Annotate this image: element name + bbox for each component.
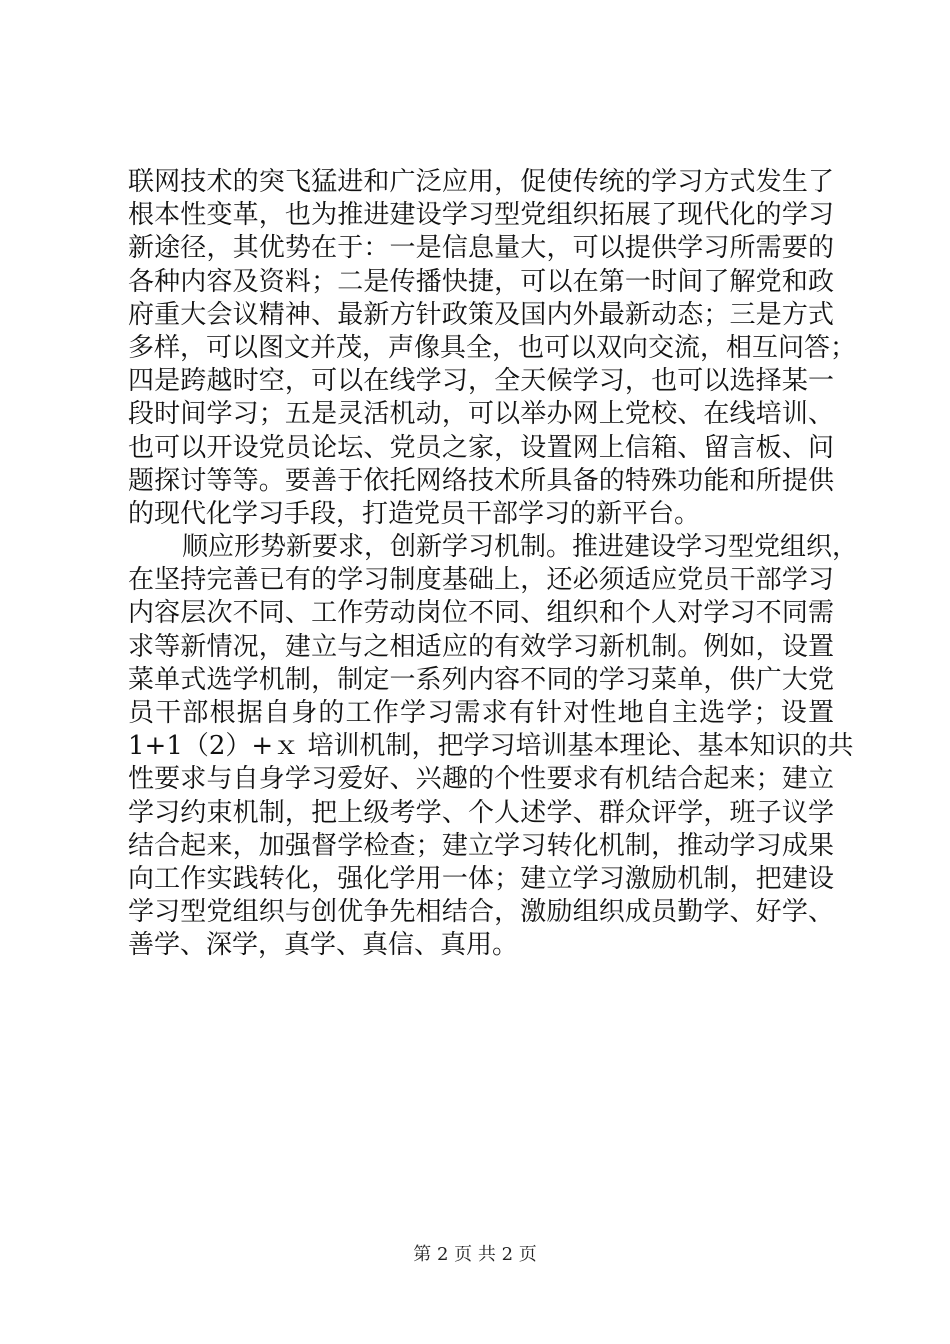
text-line: 结合起来，加强督学检查；建立学习转化机制，推动学习成果 — [128, 830, 834, 861]
text-line: 多样，可以图文并茂，声像具全，也可以双向交流，相互问答； — [128, 332, 857, 363]
text-line: 府重大会议精神、最新方针政策及国内外最新动态；三是方式 — [128, 299, 834, 330]
text-line: 四是跨越时空，可以在线学习，全天候学习，也可以选择某一 — [128, 366, 834, 397]
body-text — [128, 166, 859, 963]
text-line: 根本性变革，也为推进建设学习型党组织拓展了现代化的学习 — [128, 200, 834, 231]
page-number-footer: 第 2 页 共 2 页 — [413, 1244, 537, 1265]
text-line: 在坚持完善已有的学习制度基础上，还必须适应党员干部学习 — [128, 565, 834, 596]
paragraph-1 — [128, 166, 857, 531]
text-line: 联网技术的突飞猛进和广泛应用，促使传统的学习方式发生了 — [128, 167, 834, 197]
text-line: 学习型党组织与创优争先相结合，激励组织成员勤学、好学、 — [128, 897, 834, 928]
text-line: 善学、深学，真学、真信、真用。 — [128, 930, 519, 961]
text-line: 1+1（2）+ｘ 培训机制，把学习培训基本理论、基本知识的共 — [128, 731, 854, 762]
text-line: 学习约束机制，把上级考学、个人述学、群众评学，班子议学 — [128, 797, 834, 828]
paragraph-2 — [128, 531, 859, 962]
text-line: 内容层次不同、工作劳动岗位不同、组织和个人对学习不同需 — [128, 598, 834, 629]
text-line: 题探讨等等。要善于依托网络技术所具备的特殊功能和所提供 — [128, 465, 834, 496]
text-line: 的现代化学习手段，打造党员干部学习的新平台。 — [128, 498, 701, 529]
text-line: 也可以开设党员论坛、党员之家，设置网上信箱、留言板、问 — [128, 432, 834, 463]
text-line: 新途径，其优势在于：一是信息量大，可以提供学习所需要的 — [128, 233, 834, 264]
text-line: 性要求与自身学习爱好、兴趣的个性要求有机结合起来；建立 — [128, 764, 834, 795]
text-line: 各种内容及资料；二是传播快捷，可以在第一时间了解党和政 — [128, 266, 834, 297]
text-line: 段时间学习；五是灵活机动，可以举办网上党校、在线培训、 — [128, 399, 834, 430]
text-line: 顺应形势新要求，创新学习机制。推进建设学习型党组织， — [182, 532, 859, 563]
text-line: 向工作实践转化，强化学用一体；建立学习激励机制，把建设 — [128, 863, 834, 894]
text-line: 员干部根据自身的工作学习需求有针对性地自主选学；设置 — [128, 698, 834, 728]
text-line: 求等新情况，建立与之相适应的有效学习新机制。例如，设置 — [128, 631, 834, 662]
text-line: 菜单式选学机制，制定一系列内容不同的学习菜单，供广大党 — [128, 664, 834, 695]
